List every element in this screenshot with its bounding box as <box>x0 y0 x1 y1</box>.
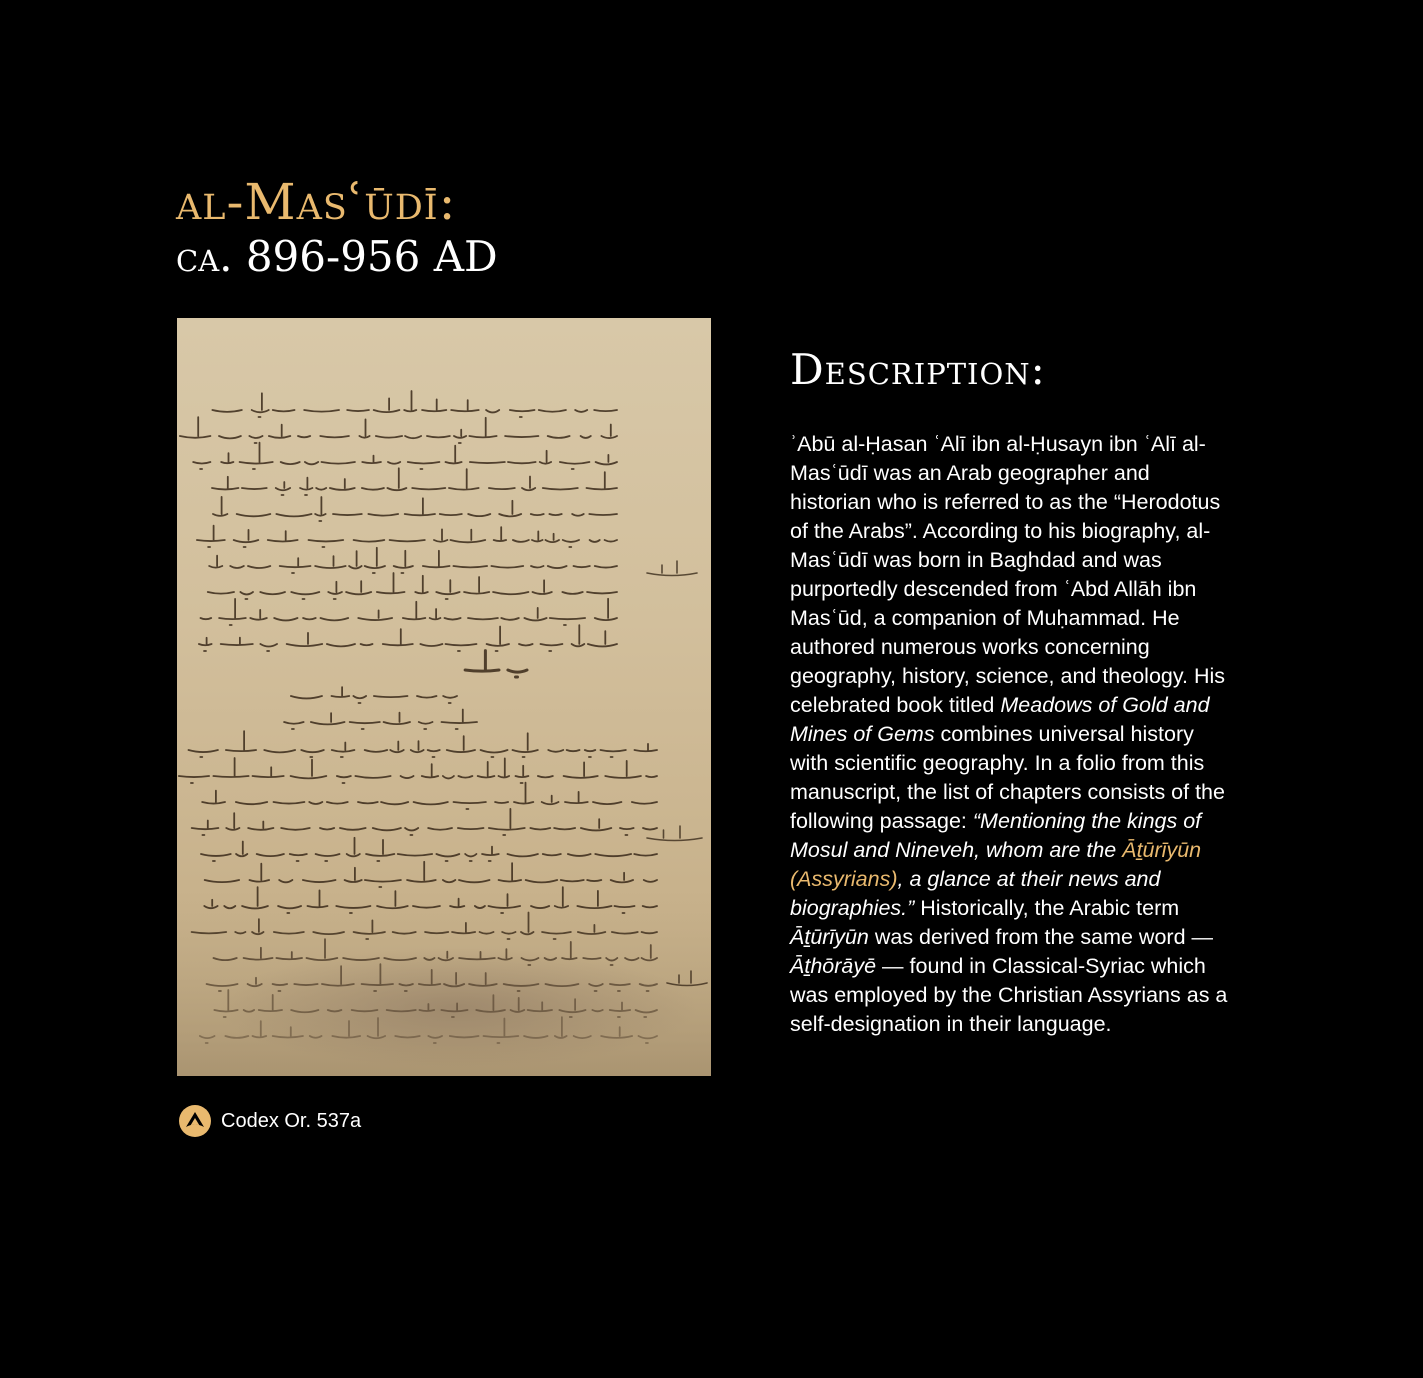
term-athoraye: Āṯhōrāyē <box>790 954 877 978</box>
script-line <box>193 443 617 469</box>
margin-note <box>647 561 697 576</box>
desc-text-5: — found in Classical-Syriac which was employed by the Christian Assyrians as a self-designation in their language. <box>790 954 1228 1036</box>
script-line <box>208 573 617 599</box>
script-line <box>192 809 657 835</box>
script-line <box>201 599 618 625</box>
script-line <box>197 526 617 547</box>
description-section <box>790 340 1230 1039</box>
script-line <box>284 710 477 730</box>
script-line <box>180 417 617 443</box>
desc-text-2: combines universal history with scientific geography. In a folio from this manuscript, the list of chapters consists of the following passage: <box>790 722 1225 833</box>
gold-circle-triangle-icon <box>179 1105 211 1137</box>
script-line <box>213 497 617 521</box>
page-subtitle: ca. 896-956 AD <box>176 232 498 281</box>
manuscript-image <box>177 318 711 1076</box>
term-aturiyun: Āṯūrīyūn <box>790 925 869 949</box>
script-line <box>201 838 657 861</box>
description-heading: Description: <box>790 345 1046 394</box>
script-line <box>189 731 658 757</box>
script-line <box>212 391 617 417</box>
script-line <box>199 625 617 651</box>
desc-text-1: ʾAbū al-Ḥasan ʿAlī ibn al-Ḥusayn ibn ʿAlī al-Masʿūdī was an Arab geographer and historian who is referred to as the “Herodotus of the Arabs”. According to his biography, al-Masʿūdī was born in Baghdad and was purportedly descended from ʿAbd Allāh ibn Masʿūd, a companion of Muḥammad. He authored numerous works concerning geography, history, science, and theology. His celebrated book titled <box>790 432 1226 717</box>
page-title: al-Masʿūdī: <box>176 173 457 231</box>
script-line <box>202 783 657 809</box>
book-title: Meadows of Gold and Mines of Gems <box>790 693 1210 746</box>
script-line <box>209 548 617 573</box>
script-line <box>179 758 657 783</box>
script-line <box>212 468 617 495</box>
title-block <box>176 172 498 282</box>
manuscript-folio <box>177 318 711 1076</box>
script-line <box>291 687 457 703</box>
script-line <box>465 651 527 677</box>
quote-part-a: “Mentioning the kings of Mosul and Nineveh, whom are the <box>790 809 1202 862</box>
quote-part-b: , a glance at their news and biographies.” <box>790 867 1161 920</box>
desc-text-4: was derived from the same word — <box>868 925 1214 949</box>
image-caption <box>179 1105 361 1137</box>
caption-text: Codex Or. 537a <box>221 1109 362 1132</box>
desc-text-3: Historically, the Arabic term <box>914 896 1180 920</box>
quote-highlight: Āṯūrīyūn (Assyrians) <box>790 838 1202 891</box>
description-body <box>790 430 1230 1039</box>
